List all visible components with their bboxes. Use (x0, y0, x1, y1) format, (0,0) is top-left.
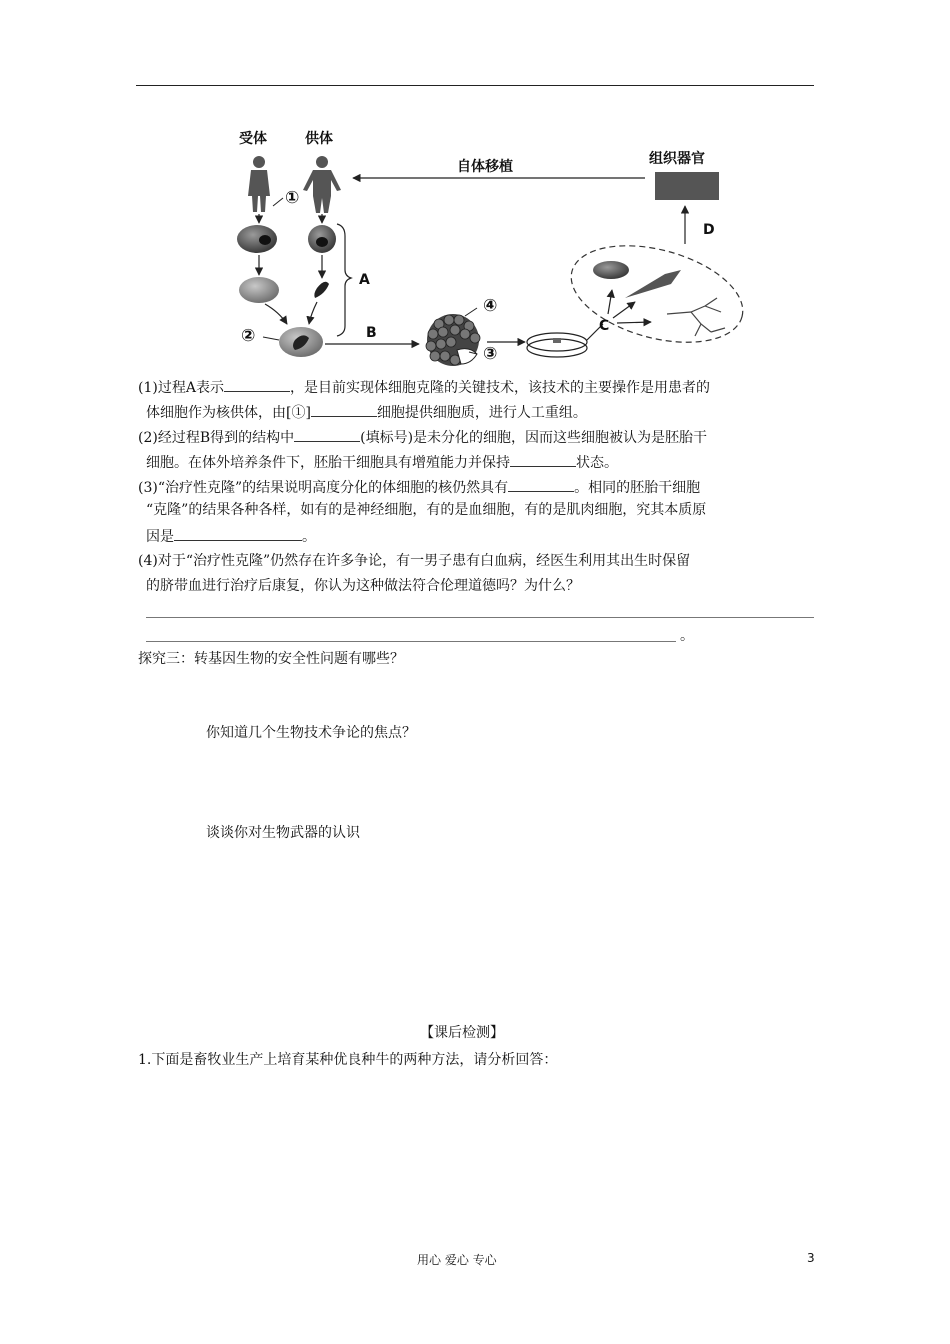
answer-blank[interactable] (174, 525, 302, 541)
q3-line2: “克隆”的结果各种各样，如有的是神经细胞，有的是血细胞，有的是肌肉细胞，究其本质原 (146, 502, 707, 518)
culture-dish (527, 333, 587, 357)
label-A: A (359, 272, 370, 288)
mark-4: ④ (483, 296, 498, 316)
explore3-question-2: 谈谈你对生物武器的认识 (206, 825, 360, 841)
answer-blank[interactable] (294, 426, 360, 442)
answer-blank[interactable] (510, 451, 576, 467)
mark-3: ③ (483, 344, 498, 364)
answer-blank[interactable] (224, 376, 290, 392)
q4-line2: 的脐带血进行治疗后康复，你认为这种做法符合伦理道德吗？为什么？ (146, 578, 580, 594)
footer-slogan: 用心 爱心 专心 (417, 1253, 497, 1267)
after-class-title: 【课后检测】 (420, 1025, 504, 1041)
mark-2: ② (241, 326, 256, 346)
donor-figure (303, 156, 341, 213)
muscle-cell (625, 270, 681, 298)
q2-line1: (2)经过程B得到的结构中 (填标号)是未分化的细胞，因而这些细胞被认为是胚胎干 (138, 426, 707, 448)
q2-line2: 细胞。在体外培养条件下，胚胎干细胞具有增殖能力并保持 状态。 (146, 451, 618, 473)
q1-line1: (1)过程A表示 ，是目前实现体细胞克隆的关键技术，该技术的主要操作是用患者的 (138, 376, 710, 398)
bracket-A (337, 224, 351, 336)
enucleated-egg (239, 277, 279, 303)
explore3-title: 探究三：转基因生物的安全性问题有哪些？ (138, 651, 404, 667)
mark-1: ① (285, 188, 300, 208)
receiver-figure (248, 156, 270, 212)
q3-line3: 因是 。 (146, 525, 316, 547)
label-B: B (366, 325, 377, 341)
label-D: D (703, 222, 715, 238)
q1-line2: 体细胞作为核供体，由[①] 细胞提供细胞质，进行人工重组。 (146, 401, 587, 423)
cloning-diagram (225, 118, 755, 368)
blastocyst (426, 314, 480, 366)
answer-line-2[interactable] (146, 641, 676, 642)
q4-line1: (4)对于“治疗性克隆”仍然存在许多争论，有一男子患有白血病，经医生利用其出生时保留 (138, 553, 691, 569)
answer-blank[interactable] (508, 476, 574, 492)
label-C: C (599, 318, 610, 334)
egg-nucleus (259, 235, 271, 245)
blood-cell (593, 261, 629, 279)
donor-label: 供体 (305, 131, 333, 147)
nerve-cell (667, 298, 725, 336)
header-rule (136, 85, 814, 86)
tissue-label: 组织器官 (649, 151, 705, 167)
q3-line1: (3)“治疗性克隆”的结果说明高度分化的体细胞的核仍然具有 。相同的胚胎干细胞 (138, 476, 700, 498)
differentiated-cells-region (561, 229, 754, 360)
explore3-question-1: 你知道几个生物技术争论的焦点？ (206, 725, 416, 741)
tissue-block (655, 172, 719, 200)
after-class-question-1: 1.下面是畜牧业生产上培育某种优良种牛的两种方法，请分析回答： (138, 1052, 558, 1068)
egg-cell (237, 225, 277, 253)
answer-blank[interactable] (311, 401, 377, 417)
answer-line-1[interactable] (146, 617, 814, 618)
receiver-label: 受体 (239, 131, 267, 147)
donor-nucleus (314, 282, 329, 298)
autograft-label: 自体移植 (457, 159, 513, 175)
page-number: 3 (807, 1251, 815, 1265)
q4-end-mark: 。 (680, 628, 694, 644)
